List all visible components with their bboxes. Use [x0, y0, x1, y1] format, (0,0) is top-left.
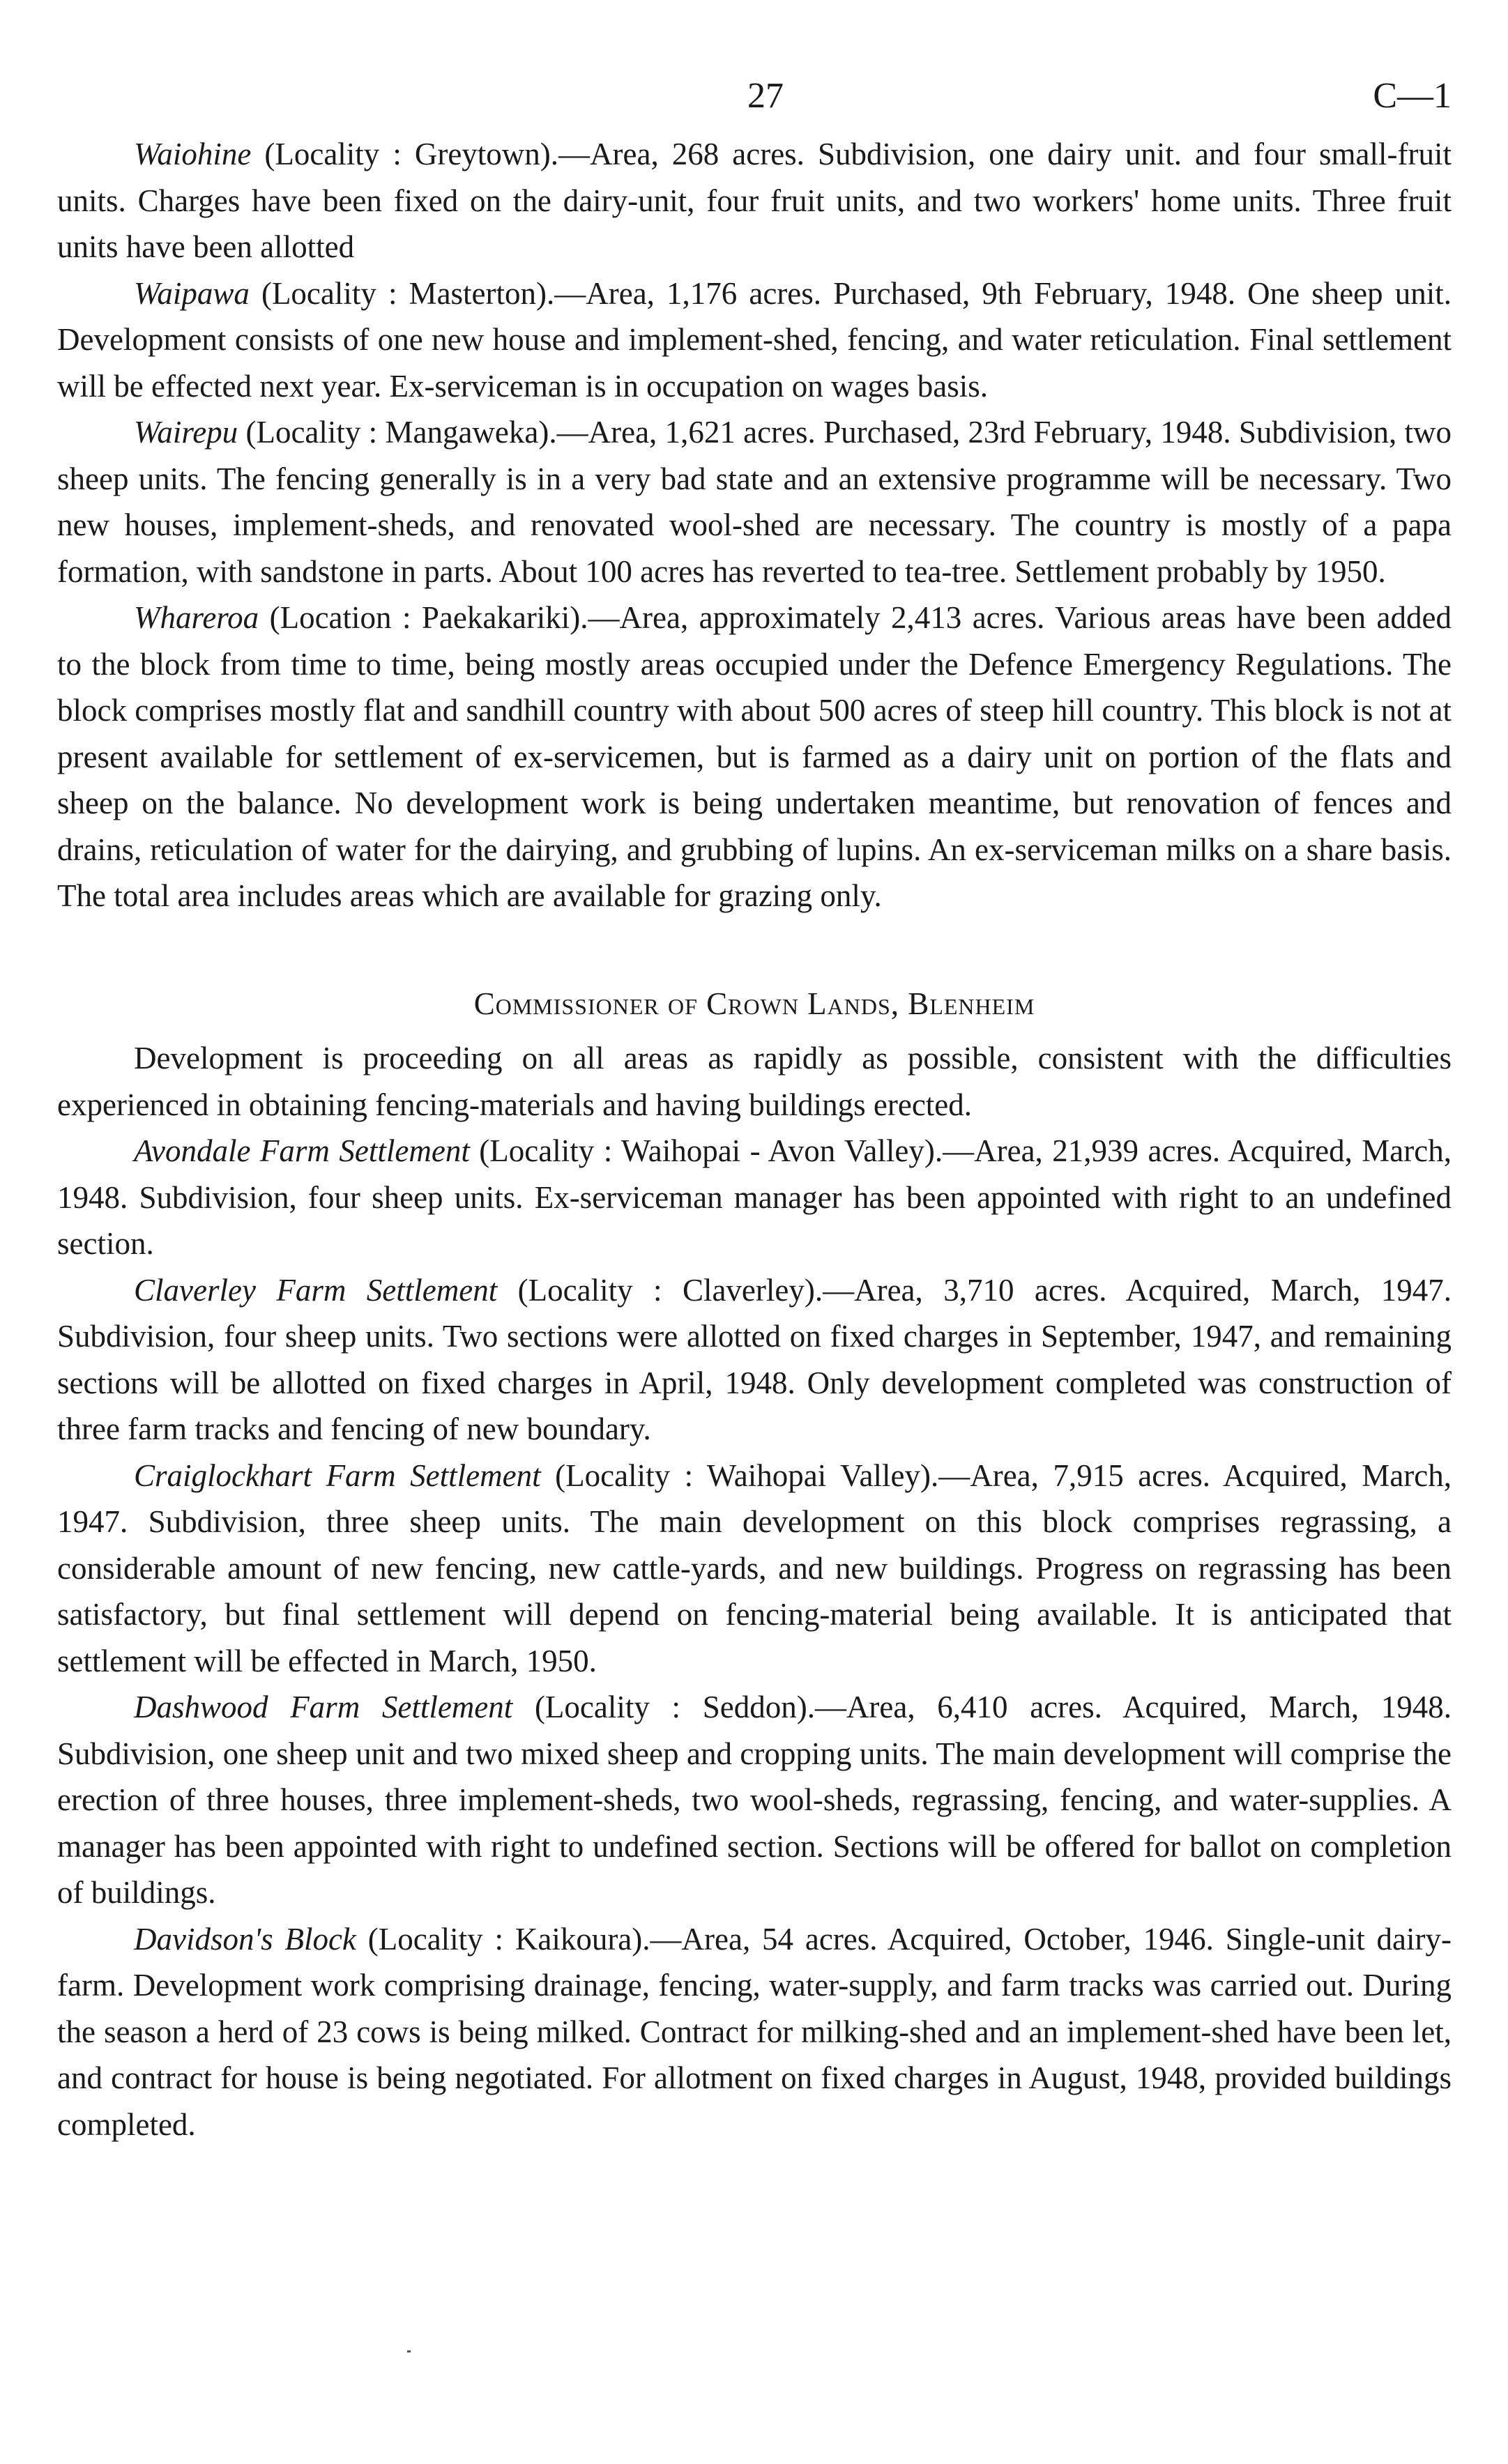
section-wellington-blocks	[57, 131, 1452, 919]
entry-title: Avondale Farm Settlement	[134, 1133, 470, 1168]
entry-title: Waiohine	[134, 137, 252, 171]
entry-text: (Locality : Seddon).—Area, 6,410 acres. Acquired, March, 1948. Subdivision, one sheep unit and two mixed sheep and cropping units. The main development will comprise the erection of three houses, three implement-sheds, two wool-sheds, regrassing, fencing, and water-supplies. A manager has been appointed with right to undefined section. Sections will be offered for ballot on completion of buildings.	[57, 1690, 1452, 1910]
print-speck	[407, 2350, 411, 2352]
entry-title: Craiglockhart Farm Settlement	[134, 1457, 541, 1493]
entry-waiohine	[57, 131, 1452, 270]
document-code: C—1	[1373, 76, 1452, 116]
page-header	[57, 75, 1452, 131]
entry-waipawa	[57, 270, 1452, 410]
entry-dashwood	[57, 1684, 1452, 1916]
section-intro: Development is proceeding on all areas as rapidly as possible, consistent with the difficulties experienced in obtaining fencing-materials and having buildings erected.	[57, 1041, 1452, 1122]
entry-title: Claverley Farm Settlement	[134, 1272, 498, 1308]
entry-text: (Locality : Greytown).—Area, 268 acres. Subdivision, one dairy unit. and four small-fruit units. Charges have been fixed on the dairy-unit, four fruit units, and two workers' home units. Three fruit units have been allotted	[57, 137, 1452, 264]
entry-title: Wairepu	[134, 415, 238, 450]
entry-title: Waipawa	[134, 275, 250, 311]
entry-whareroa	[57, 595, 1452, 919]
entry-title: Dashwood Farm Settlement	[134, 1690, 513, 1724]
entry-title: Whareroa	[134, 600, 259, 635]
entry-title: Davidson's Block	[134, 1921, 356, 1957]
entry-text: (Locality : Kaikoura).—Area, 54 acres. Acquired, October, 1946. Single-unit dairy-farm. Development work comprising drainage, fencing, water-supply, and farm tracks was carried out. During the season a herd of 23 cows is being milked. Contract for milking-shed and an implement-shed have been let, and contract for house is being negotiated. For allotment on fixed charges in August, 1948, provided buildings completed.	[57, 1921, 1452, 2142]
entry-text: (Location : Paekakariki).—Area, approximately 2,413 acres. Various areas have been added to the block from time to time, being mostly areas occupied under the Defence Emergency Regulations. The block comprises mostly flat and sandhill country with about 500 acres of steep hill country. This block is not at present available for settlement of ex-servicemen, but is farmed as a dairy unit on portion of the flats and sheep on the balance. No development work is being undertaken meantime, but renovation of fences and drains, reticulation of water for the dairying, and grubbing of lupins. An ex-serviceman milks on a share basis. The total area includes areas which are available for grazing only.	[57, 600, 1452, 913]
section-heading: Commissioner of Crown Lands, Blenheim	[473, 986, 1035, 1021]
entry-text: (Locality : Mangaweka).—Area, 1,621 acres. Purchased, 23rd February, 1948. Subdivision, two sheep units. The fencing generally is in a very bad state and an extensive programme will be necessary. Two new houses, implement-sheds, and renovated wool-shed are necessary. The country is mostly of a papa formation, with sandstone in parts. About 100 acres has reverted to tea-tree. Settlement probably by 1950.	[57, 415, 1452, 589]
entry-craiglockhart	[57, 1453, 1452, 1685]
entry-text: (Locality : Waihopai - Avon Valley).—Area, 21,939 acres. Acquired, March, 1948. Subdivision, four sheep units. Ex-serviceman manager has been appointed with right to an undefined section.	[57, 1133, 1452, 1261]
document-page	[57, 75, 1452, 2148]
entry-text: (Locality : Masterton).—Area, 1,176 acres. Purchased, 9th February, 1948. One sheep unit. Development consists of one new house and implement-shed, fencing, and water reticulation. Final settlement will be effected next year. Ex-serviceman is in occupation on wages basis.	[57, 275, 1452, 404]
entry-claverley	[57, 1267, 1452, 1453]
section-blenheim	[57, 981, 1452, 2148]
entry-text: (Locality : Claverley).—Area, 3,710 acres. Acquired, March, 1947. Subdivision, four sheep units. Two sections were allotted on fixed charges in September, 1947, and remaining sections will be allotted on fixed charges in April, 1948. Only development completed was construction of three farm tracks and fencing of new boundary.	[57, 1272, 1452, 1446]
entry-text: (Locality : Waihopai Valley).—Area, 7,915 acres. Acquired, March, 1947. Subdivision, three sheep units. The main development on this block comprises regrassing, a considerable amount of new fencing, new cattle-yards, and new buildings. Progress on regrassing has been satisfactory, but final settlement will depend on fencing-material being available. It is anticipated that settlement will be effected in March, 1950.	[57, 1457, 1452, 1678]
entry-davidsons-block	[57, 1916, 1452, 2148]
entry-wairepu	[57, 409, 1452, 595]
page-number: 27	[747, 76, 784, 116]
entry-avondale	[57, 1128, 1452, 1267]
